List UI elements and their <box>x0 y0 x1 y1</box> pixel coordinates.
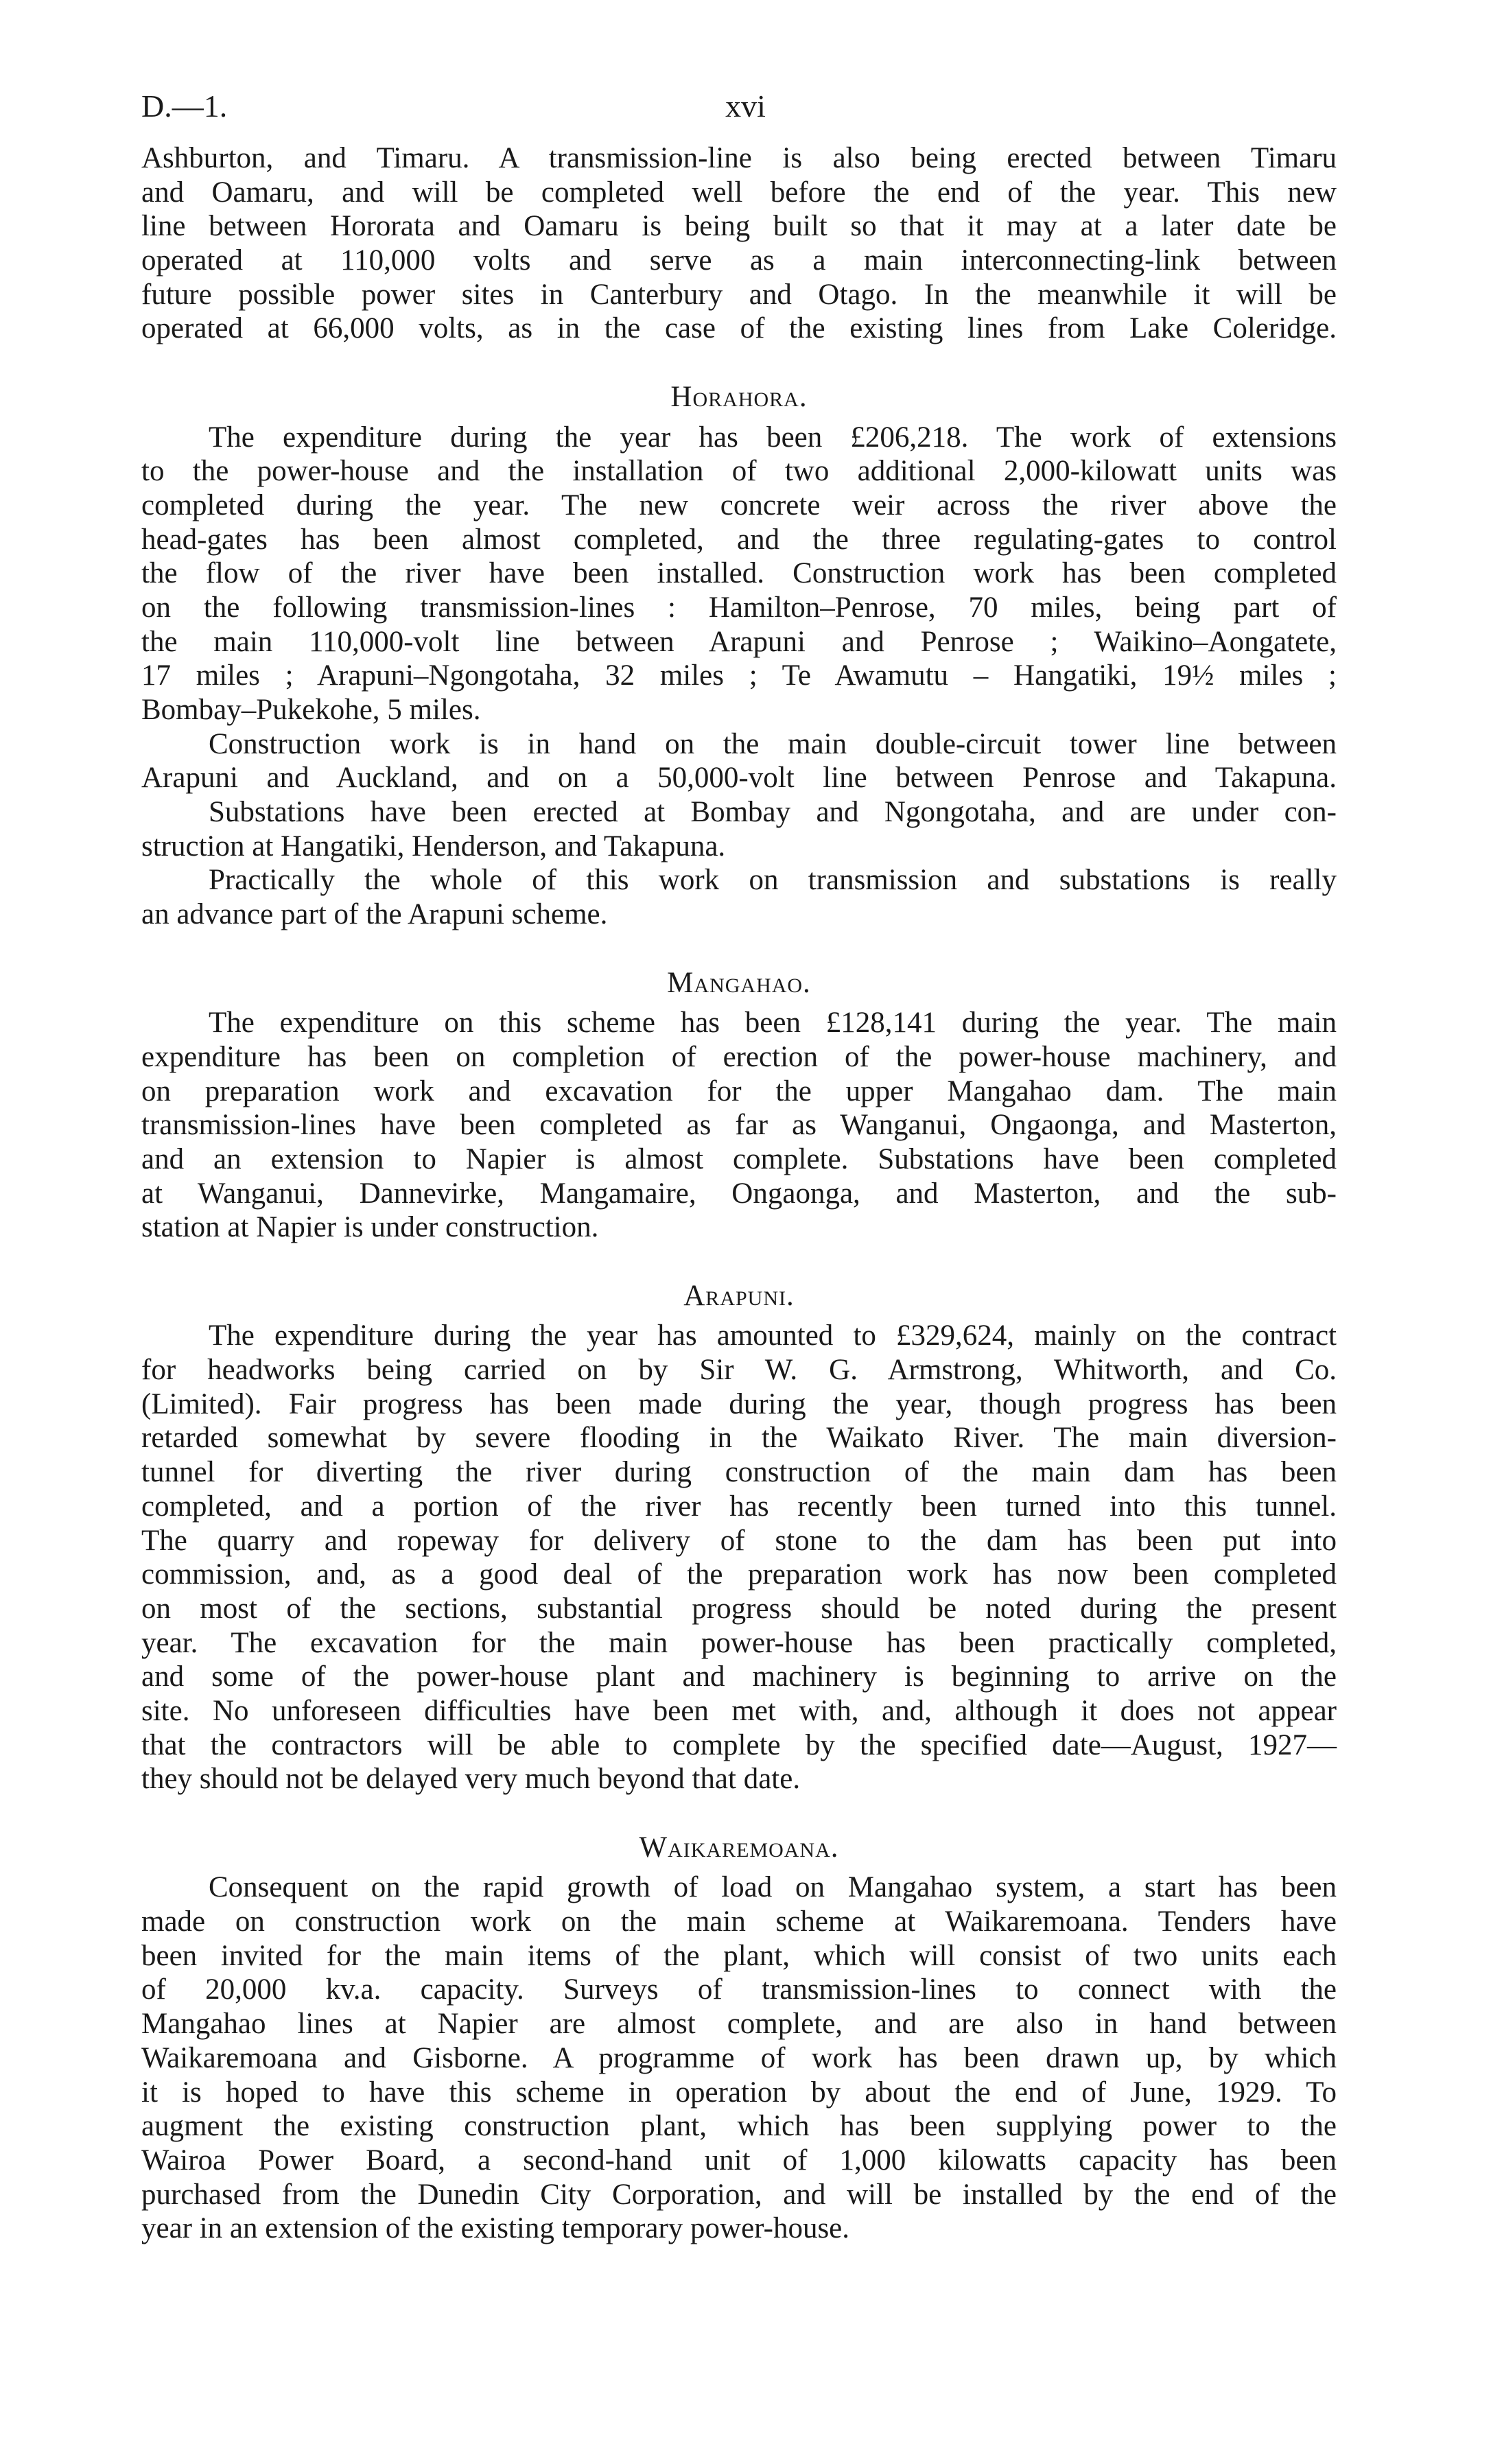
text-line: an advance part of the Arapuni scheme. <box>141 898 608 931</box>
section <box>141 380 1337 932</box>
text-line: completed, and a portion of the river has recently been turned into this tunnel. <box>141 1490 1337 1523</box>
paragraph <box>141 863 1337 931</box>
text-line: that the contractors will be able to complete by the specified date—August, 1927— <box>141 1728 1337 1761</box>
text-line: The expenditure on this scheme has been £128,141 during the year. The main <box>209 1007 1337 1040</box>
text-line: (Limited). Fair progress has been made during the year, though progress has been <box>141 1387 1337 1420</box>
paragraph <box>141 1006 1337 1245</box>
text-line: Ashburton, and Timaru. A transmission-line is also being erected between Timaru <box>141 142 1337 174</box>
text-line: tunnel for diverting the river during construction of the main dam has been <box>141 1456 1337 1489</box>
text-line: and some of the power-house plant and machinery is beginning to arrive on the <box>141 1661 1337 1693</box>
section <box>141 966 1337 1245</box>
text-line: transmission-lines have been completed as far as Wanganui, Ongaonga, and Masterton, <box>141 1109 1337 1142</box>
text-line: 17 miles ; Arapuni–Ngongotaha, 32 miles ; Te Awamutu – Hangatiki, 19½ miles ; <box>141 659 1337 692</box>
text-line: Construction work is in hand on the main double-circuit tower line between <box>209 727 1337 760</box>
text-line: Practically the whole of this work on transmission and substations is really <box>209 864 1337 897</box>
text-line: The expenditure during the year has been £206,218. The work of extensions <box>209 421 1337 454</box>
text-line: at Wanganui, Dannevirke, Mangamaire, Ongaonga, and Masterton, and the sub- <box>141 1177 1337 1210</box>
text-line: operated at 66,000 volts, as in the case of the existing lines from Lake Coleridge. <box>141 312 1337 345</box>
paragraph <box>141 795 1337 863</box>
section <box>141 1831 1337 2246</box>
text-line: Mangahao lines at Napier are almost complete, and are also in hand between <box>141 2008 1337 2041</box>
text-line: retarded somewhat by severe flooding in the Waikato River. The main diversion- <box>141 1422 1337 1455</box>
text-line: The expenditure during the year has amounted to £329,624, mainly on the contract <box>209 1319 1337 1352</box>
section-heading: Waikaremoana. <box>639 1831 839 1864</box>
text-line: site. No unforeseen difficulties have been met with, and, although it does not appear <box>141 1694 1337 1727</box>
page-number: xvi <box>725 89 766 124</box>
text-line: on preparation work and excavation for the upper Mangahao dam. The main <box>141 1075 1337 1107</box>
text-line: Bombay–Pukekohe, 5 miles. <box>141 694 481 726</box>
document-body <box>141 141 1337 2246</box>
text-line: year in an extension of the existing temporary power-house. <box>141 2212 850 2245</box>
text-line: purchased from the Dunedin City Corporation, and will be installed by the end of the <box>141 2178 1337 2211</box>
paragraph <box>141 421 1337 727</box>
paragraph <box>141 1319 1337 1796</box>
text-line: and an extension to Napier is almost complete. Substations have been completed <box>141 1142 1337 1175</box>
text-line: and Oamaru, and will be completed well before the end of the year. This new <box>141 176 1337 209</box>
text-line: head-gates has been almost completed, and the three regulating-gates to control <box>141 523 1337 556</box>
text-line: the main 110,000-volt line between Arapuni and Penrose ; Waikino–Aongatete, <box>141 625 1337 658</box>
text-line: on the following transmission-lines : Hamilton–Penrose, 70 miles, being part of <box>141 591 1337 624</box>
text-line: Waikaremoana and Gisborne. A programme of work has been drawn up, by which <box>141 2041 1337 2074</box>
text-line: expenditure has been on completion of erection of the power-house machinery, and <box>141 1040 1337 1073</box>
text-line: Arapuni and Auckland, and on a 50,000-volt line between Penrose and Takapuna. <box>141 762 1337 795</box>
paragraph <box>141 141 1337 346</box>
text-line: of 20,000 kv.a. capacity. Surveys of transmission-lines to connect with the <box>141 1973 1337 2006</box>
text-line: Wairoa Power Board, a second-hand unit of 1,000 kilowatts capacity has been <box>141 2144 1337 2176</box>
section-heading: Mangahao. <box>667 966 811 999</box>
text-line: to the power-house and the installation of two additional 2,000-kilowatt units was <box>141 455 1337 488</box>
text-line: year. The excavation for the main power-house has been practically completed, <box>141 1626 1337 1659</box>
section <box>141 141 1337 346</box>
text-line: future possible power sites in Canterbury and Otago. In the meanwhile it will be <box>141 278 1337 311</box>
section-heading: Arapuni. <box>683 1279 795 1312</box>
section-heading: Horahora. <box>670 380 808 413</box>
text-line: it is hoped to have this scheme in operation by about the end of June, 1929. To <box>141 2076 1337 2109</box>
section <box>141 1279 1337 1796</box>
text-line: struction at Hangatiki, Henderson, and Takapuna. <box>141 830 726 863</box>
text-line: made on construction work on the main scheme at Waikaremoana. Tenders have <box>141 1905 1337 1938</box>
text-line: the flow of the river have been installed. Construction work has been completed <box>141 557 1337 590</box>
paragraph <box>141 727 1337 795</box>
text-line: operated at 110,000 volts and serve as a main interconnecting-link between <box>141 244 1337 277</box>
text-line: Consequent on the rapid growth of load on Mangahao system, a start has been <box>209 1871 1337 1904</box>
text-line: Substations have been erected at Bombay and Ngongotaha, and are under con- <box>209 796 1337 829</box>
text-line: station at Napier is under construction. <box>141 1211 599 1244</box>
text-line: augment the existing construction plant, which has been supplying power to the <box>141 2110 1337 2143</box>
text-line: completed during the year. The new concrete weir across the river above the <box>141 489 1337 521</box>
text-line: commission, and, as a good deal of the preparation work has now been completed <box>141 1558 1337 1591</box>
document-id: D.—1. <box>141 89 228 124</box>
text-line: they should not be delayed very much beyond that date. <box>141 1763 801 1796</box>
paragraph <box>141 1870 1337 2246</box>
text-line: line between Hororata and Oamaru is being built so that it may at a later date be <box>141 210 1337 243</box>
text-line: been invited for the main items of the plant, which will consist of two units each <box>141 1939 1337 1972</box>
text-line: for headworks being carried on by Sir W. G. Armstrong, Whitworth, and Co. <box>141 1354 1337 1387</box>
text-line: The quarry and ropeway for delivery of stone to the dam has been put into <box>141 1524 1337 1557</box>
text-line: on most of the sections, substantial progress should be noted during the present <box>141 1592 1337 1625</box>
